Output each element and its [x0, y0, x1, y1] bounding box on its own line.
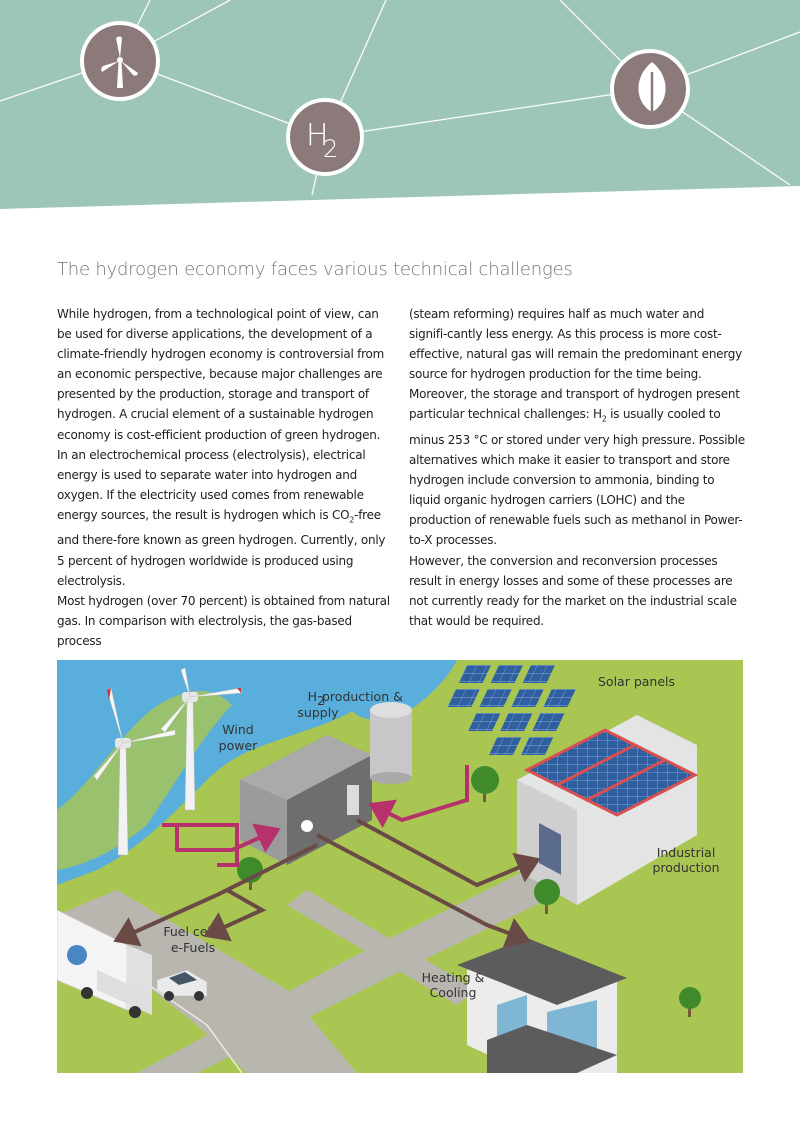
label-h2-prod-letter: H — [307, 689, 317, 704]
header-banner — [0, 0, 800, 215]
label-production: production — [652, 860, 720, 875]
body-paragraph: However, the conversion and reconversion processes result in energy losses and some of these processes are not currently ready for the market on the industrial scale that would be required. — [409, 553, 737, 628]
label-fuel-cell: Fuel cell / — [163, 924, 223, 939]
body-paragraph: Most hydrogen (over 70 percent) is obtained from natural gas. In comparison with electrolysis, the gas-based process — [57, 593, 390, 648]
body-column-left — [57, 304, 393, 651]
label-h2-prod-sub: 2 — [317, 693, 325, 708]
body-paragraph: (steam reforming) requires half as much water and signifi-cantly less energy. As this process is more cost-effective, natural gas will remain the predominant energy source for hydrogen production for the time being. Moreover, the storage and transport of hydrogen present particular technical challenges: $H_2$ is usually cooled to minus 253 °C or stored under very high pressure. Possible alternatives which make it easier to transport and store hydrogen include conversion to ammonia, binding to liquid organic hydrogen carriers (LOHC) and the production of renewable fuels such as methanol in Power-to-X processes. — [409, 307, 745, 548]
wind-turbine-icon — [82, 23, 158, 99]
label-supply: supply — [297, 705, 339, 720]
label-efuels: e-Fuels — [170, 940, 216, 955]
h2-icon-letter: H — [306, 118, 329, 153]
label-industrial: Industrial — [656, 845, 716, 860]
label-cooling: Cooling — [429, 985, 477, 1000]
label-power: power — [218, 738, 258, 753]
h2-icon — [288, 100, 362, 174]
label-solar-panels: Solar panels — [598, 674, 676, 689]
h2-icon-subscript: 2 — [323, 135, 339, 163]
hydrogen-economy-illustration — [57, 660, 743, 1073]
page-title: The hydrogen economy faces various technical challenges — [57, 259, 573, 280]
subscript: 2 — [601, 414, 607, 424]
leaf-icon — [612, 51, 688, 127]
label-h2-production: production & — [322, 689, 403, 704]
label-wind: Wind — [222, 722, 254, 737]
subscript: 2 — [349, 515, 355, 525]
body-paragraph: While hydrogen, from a technological point of view, can be used for diverse applications, the development of a climate-friendly hydrogen economy is controversial from an economic perspective, because major challenges are presented by the production, storage and transport of hydrogen. A crucial element of a sustainable hydrogen economy is cost-efficient production of green hydrogen. In an electrochemical process (electrolysis), electrical energy is used to separate water into hydrogen and oxygen. If the electricity used comes from renewable energy sources, the result is hydrogen which is $CO_2$-free and there-fore known as green hydrogen. Currently, only 5 percent of hydrogen worldwide is produced using electrolysis. — [57, 307, 386, 588]
body-column-right — [409, 304, 745, 631]
label-heating: Heating & — [421, 970, 485, 985]
